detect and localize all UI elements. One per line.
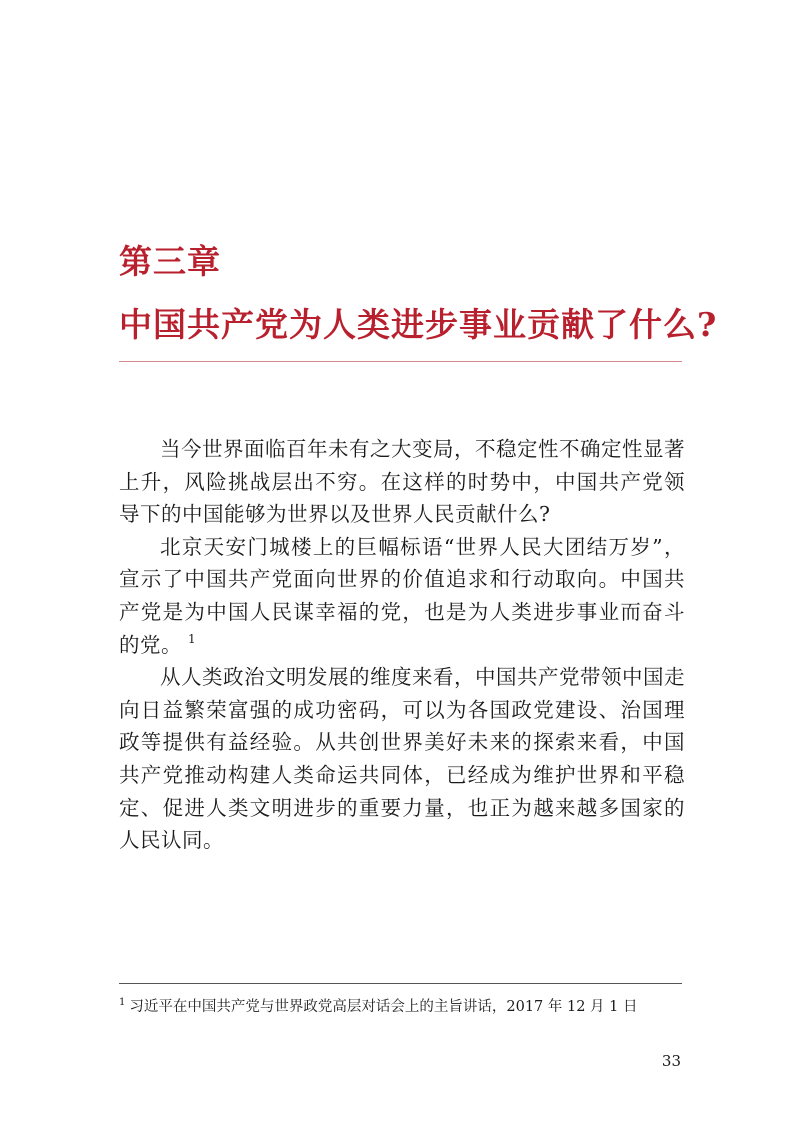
footnote [119, 997, 638, 1017]
footnote-number: 1 [119, 997, 126, 1008]
footnote-reference[interactable]: 1 [188, 631, 197, 646]
page-number: 33 [661, 1052, 681, 1070]
title-divider [119, 361, 682, 362]
body-text [119, 433, 685, 857]
chapter-label: 第三章 [119, 242, 221, 281]
paragraph-1: 当今世界面临百年未有之大变局，不稳定性不确定性显著上升，风险挑战层出不穷。在这样的时势中，中国共产党领导下的中国能够为世界以及世界人民贡献什么? [119, 437, 685, 527]
paragraph-2-text: 北京天安门城楼上的巨幅标语“世界人民大团结万岁”，宣示了中国共产党面向世界的价值追求和行动取向。中国共产党是为中国人民谋幸福的党，也是为人类进步事业而奋斗的党。 [119, 534, 685, 657]
paragraph-3: 从人类政治文明发展的维度来看，中国共产党带领中国走向日益繁荣富强的成功密码，可以为各国政党建设、治国理政等提供有益经验。从共创世界美好未来的探索来看，中国共产党推动构建人类命运共同体，已经成为维护世界和平稳定、促进人类文明进步的重要力量，也正为越来越多国家的人民认同。 [119, 665, 685, 853]
footnote-text: 习近平在中国共产党与世界政党高层对话会上的主旨讲话，2017 年 12 月 1 日 [129, 999, 638, 1015]
footnote-divider [119, 983, 682, 984]
paragraph-2 [119, 531, 685, 661]
chapter-title: 中国共产党为人类进步事业贡献了什么? [119, 305, 718, 344]
